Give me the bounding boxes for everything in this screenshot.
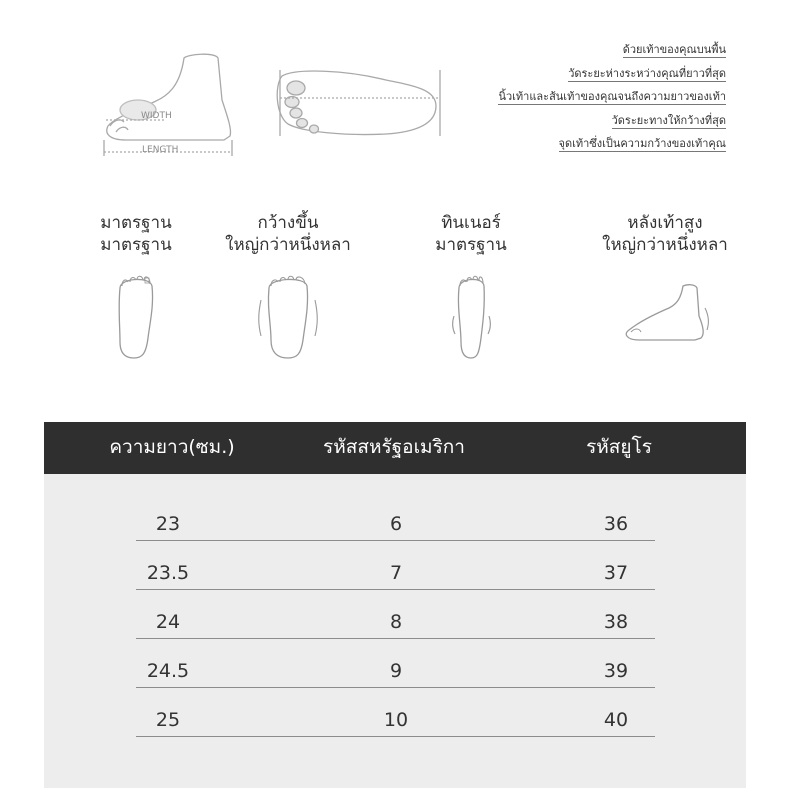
- cell-euro: 39: [603, 660, 629, 682]
- cell-length: 23: [155, 513, 181, 535]
- thin-foot-icon: [441, 272, 501, 362]
- foot-type-guide: [40, 212, 740, 362]
- header-us-size: รหัสสหรัฐอเมริกา: [323, 436, 465, 458]
- cell-length: 23.5: [146, 562, 190, 584]
- header-length: ความยาว(ซม.): [109, 436, 235, 458]
- instruction-line: นิ้วเท้าและส้นเท้าของคุณจนถึงความยาวของเท้า: [498, 90, 726, 103]
- instruction-line: ด้วยเท้าของคุณบนพื้น: [622, 43, 726, 56]
- cell-us: 9: [389, 660, 403, 682]
- foot-type-standard: [51, 212, 221, 362]
- table-row: [136, 589, 655, 639]
- table-row: [136, 638, 655, 688]
- cell-length: 25: [155, 709, 181, 731]
- high-instep-foot-icon: [615, 272, 715, 362]
- foot-type-subtitle: ใหญ่กว่าหนึ่งหลา: [602, 235, 728, 255]
- foot-type-thin: [386, 212, 556, 362]
- length-label: LENGTH: [142, 145, 179, 155]
- cell-us: 10: [383, 709, 409, 731]
- table-row: [136, 491, 655, 541]
- cell-euro: 36: [603, 513, 629, 535]
- standard-foot-icon: [106, 272, 166, 362]
- cell-us: 8: [389, 611, 403, 633]
- foot-type-subtitle: มาตรฐาน: [100, 235, 172, 255]
- foot-type-title: กว้างขึ้น: [257, 213, 319, 233]
- cell-length: 24: [155, 611, 181, 633]
- foot-measure-icon: [96, 40, 446, 160]
- width-label: WIDTH: [141, 111, 172, 121]
- cell-euro: 38: [603, 611, 629, 633]
- foot-type-subtitle: ใหญ่กว่าหนึ่งหลา: [225, 235, 351, 255]
- size-chart-table: [44, 422, 746, 788]
- table-header: [44, 422, 746, 474]
- foot-type-title: มาตรฐาน: [100, 213, 172, 233]
- foot-type-high-instep: [580, 212, 750, 362]
- wide-foot-icon: [253, 272, 323, 362]
- measuring-instructions: [426, 38, 726, 156]
- cell-us: 7: [389, 562, 403, 584]
- cell-euro: 40: [603, 709, 629, 731]
- header-euro-size: รหัสยูโร: [586, 436, 652, 458]
- table-row: [136, 687, 655, 737]
- foot-type-title: หลังเท้าสูง: [627, 213, 703, 233]
- foot-type-subtitle: มาตรฐาน: [435, 235, 507, 255]
- instruction-line: วัดระยะทางให้กว้างที่สุด: [611, 113, 726, 127]
- table-row: [136, 540, 655, 590]
- cell-euro: 37: [603, 562, 629, 584]
- cell-us: 6: [389, 513, 403, 535]
- instruction-line: วัดระยะห่างระหว่างคุณที่ยาวที่สุด: [568, 66, 726, 80]
- foot-type-wide: [203, 212, 373, 362]
- cell-length: 24.5: [146, 660, 190, 682]
- foot-type-title: ทินเนอร์: [441, 213, 501, 233]
- instruction-line: จุดเท้าซึ่งเป็นความกว้างของเท้าคุณ: [558, 137, 726, 150]
- foot-measurement-illustration: [96, 40, 446, 160]
